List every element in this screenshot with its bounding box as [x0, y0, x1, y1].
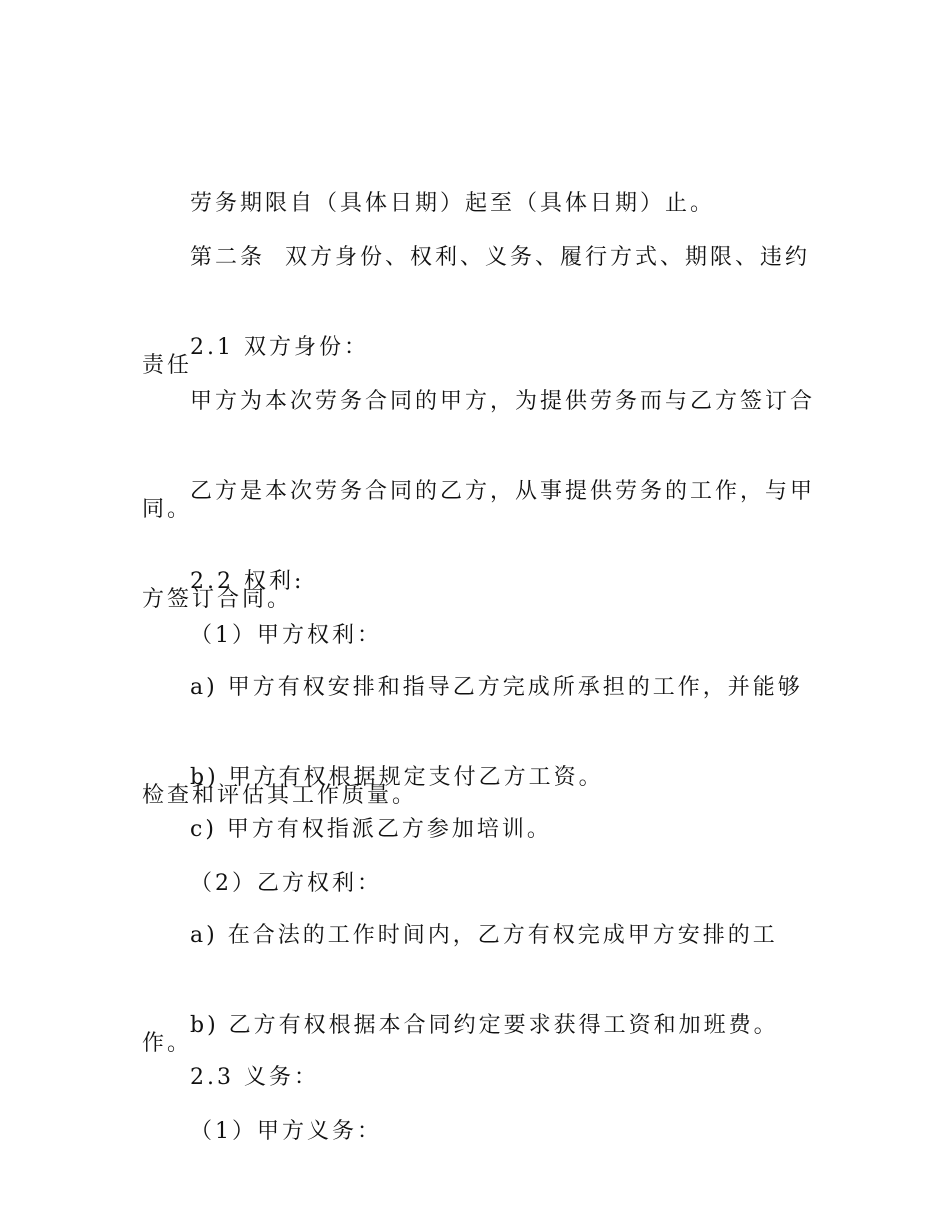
subsection-party-a-obligations: [142, 1042, 822, 1222]
paragraph-line: b) 乙方有权根据本合同约定要求获得工资和加班费。: [190, 1013, 779, 1038]
paragraph-line: 同。: [142, 497, 193, 522]
paragraph-line: 2.1 双方身份：: [190, 335, 369, 360]
paragraph-line: （1）甲方义务：: [190, 1119, 382, 1144]
paragraph-line: 检查和评估其工作质量。: [142, 783, 418, 808]
paragraph-line: 2.3 义务：: [190, 1065, 319, 1090]
paragraph-line: 作。: [142, 1031, 193, 1056]
paragraph-line: 乙方是本次劳务合同的乙方，从事提供劳务的工作，与甲: [190, 479, 816, 504]
paragraph-line: 劳务期限自（具体日期）起至（具体日期）止。: [190, 191, 716, 216]
paragraph-line: c) 甲方有权指派乙方参加培训。: [190, 817, 552, 842]
paragraph-line: （2）乙方权利：: [190, 871, 382, 896]
paragraph-line: 2.2 权利:: [190, 569, 305, 594]
paragraph-line: b) 甲方有权根据规定支付乙方工资。: [190, 765, 604, 790]
paragraph-line: a) 在合法的工作时间内，乙方有权完成甲方安排的工: [190, 923, 778, 948]
paragraph-line: 方签订合同。: [142, 587, 293, 612]
paragraph-line: （1）甲方权利：: [190, 623, 382, 648]
paragraph-line: 第二条 双方身份、权利、义务、履行方式、期限、违约: [190, 245, 810, 270]
paragraph-line: 责任: [142, 353, 193, 378]
paragraph-line: 甲方为本次劳务合同的甲方，为提供劳务而与乙方签订合: [190, 389, 816, 414]
paragraph-line: a) 甲方有权安排和指导乙方完成所承担的工作，并能够: [190, 675, 803, 700]
